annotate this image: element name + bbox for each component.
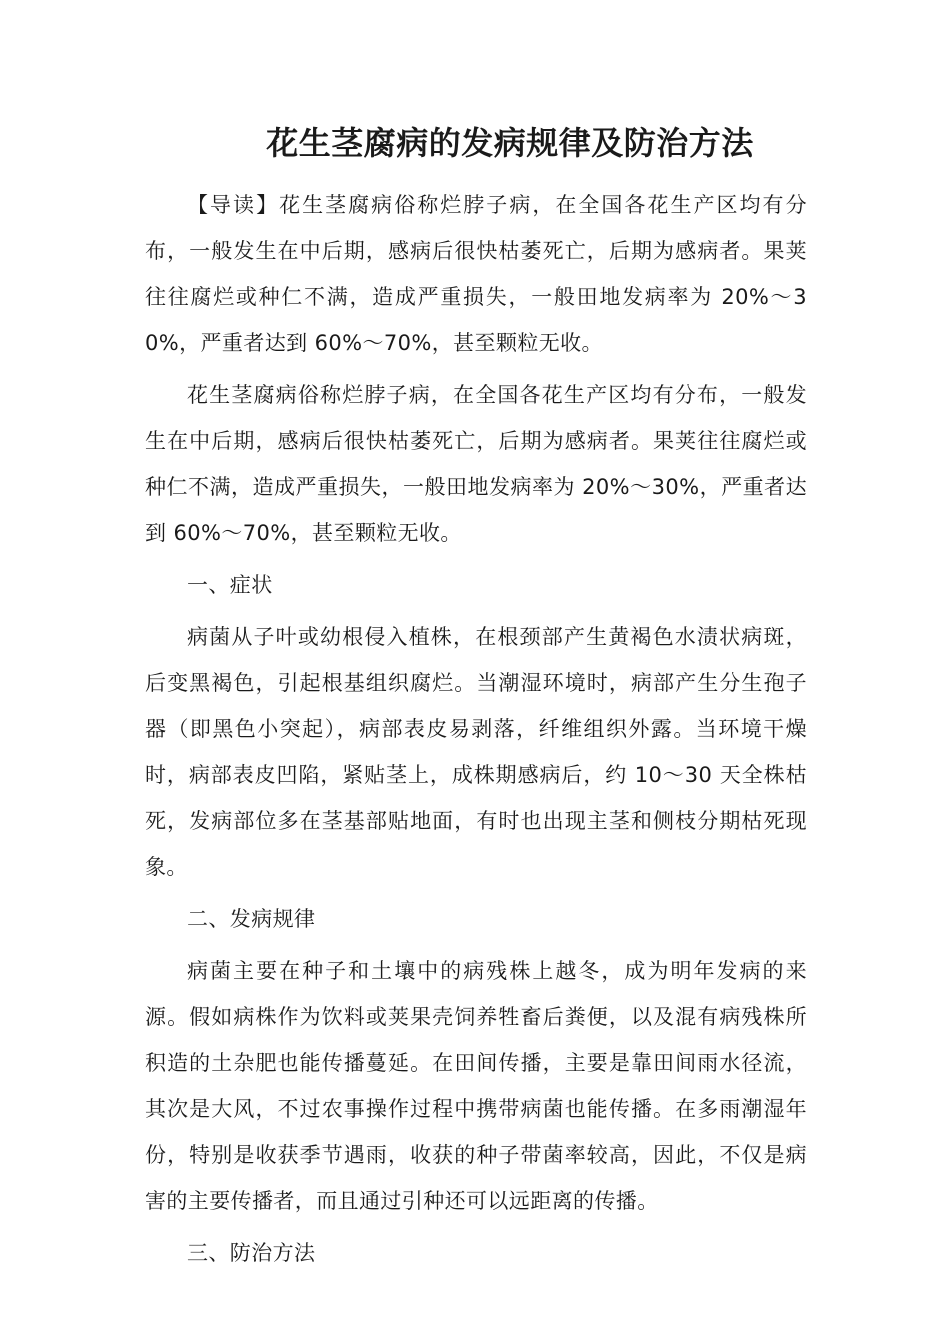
body-paragraph-disease-pattern: 病菌主要在种子和土壤中的病残株上越冬，成为明年发病的来源。假如病株作为饮料或荚果壳饲养牲畜后粪便，以及混有病残株所积造的土杂肥也能传播蔓延。在田间传播，主要是靠田间雨水径流，其次是大风，不过农事操作过程中携带病菌也能传播。在多雨潮湿年份，特别是收获季节遇雨，收获的种子带菌率较高，因此，不仅是病害的主要传播者，而且通过引种还可以远距离的传播。 (145, 959, 807, 1213)
section-heading-disease-pattern: 二、发病规律 (187, 907, 316, 931)
document-title: 花生茎腐病的发病规律及防治方法 (266, 124, 754, 162)
section-heading-symptoms: 一、症状 (187, 573, 273, 597)
body-paragraph-1: 花生茎腐病俗称烂脖子病，在全国各花生产区均有分布，一般发生在中后期，感病后很快枯萎死亡，后期为感病者。果荚往往腐烂或种仁不满，造成严重损失，一般田地发病率为 20%～30%，严重者达到 60%～70%，甚至颗粒无收。 (145, 383, 807, 545)
intro-paragraph: 【导读】花生茎腐病俗称烂脖子病，在全国各花生产区均有分布，一般发生在中后期，感病后很快枯萎死亡，后期为感病者。果荚往往腐烂或种仁不满，造成严重损失，一般田地发病率为 20%～30%，严重者达到 60%～70%，甚至颗粒无收。 (145, 193, 807, 355)
document-body (145, 182, 807, 1276)
body-paragraph-symptoms: 病菌从子叶或幼根侵入植株，在根颈部产生黄褐色水渍状病斑，后变黑褐色，引起根基组织腐烂。当潮湿环境时，病部产生分生孢子器（即黑色小突起），病部表皮易剥落，纤维组织外露。当环境干燥时，病部表皮凹陷，紧贴茎上，成株期感病后，约 10～30 天全株枯死，发病部位多在茎基部贴地面，有时也出现主茎和侧枝分期枯死现象。 (145, 625, 807, 879)
section-heading-prevention: 三、防治方法 (187, 1241, 316, 1265)
